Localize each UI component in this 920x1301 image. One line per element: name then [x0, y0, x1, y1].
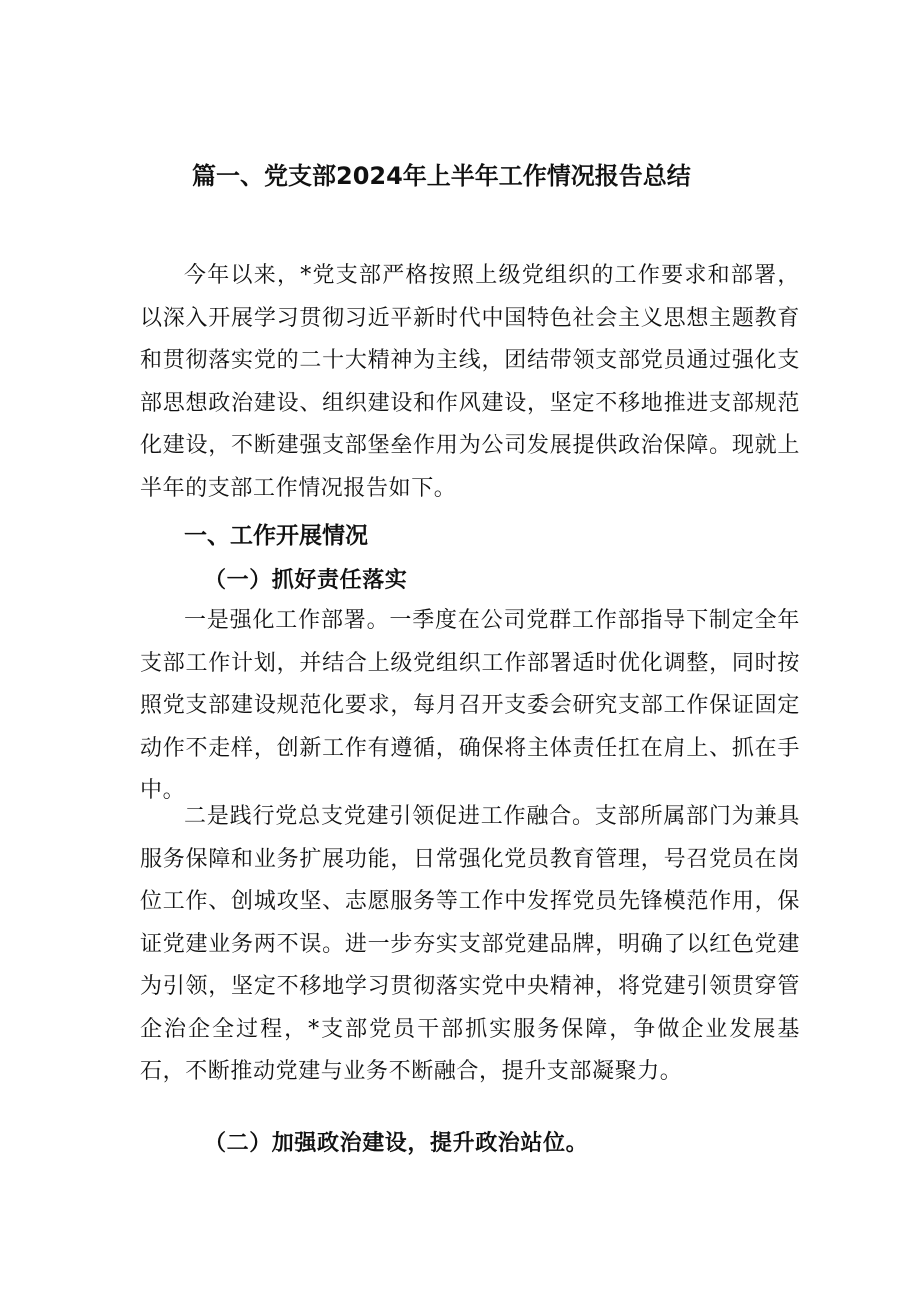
subsection-heading-responsibility: （一）抓好责任落实	[204, 567, 408, 593]
subsection-heading-political-building: （二）加强政治建设，提升政治站位。	[204, 1130, 589, 1156]
section-heading-work-progress: 一、工作开展情况	[184, 523, 368, 549]
paragraph-party-building-integration: 二是践行党总支党建引领促进工作融合。支部所属部门为兼具服务保障和业务扩展功能，日常强化党员教育管理，号召党员在岗位工作、创城攻坚、志愿服务等工作中发挥党员先锋模范作用，保证党建业务两不误。进一步夯实支部党建品牌，明确了以红色党建为引领，坚定不移地学习贯彻落实党中央精神，将党建引领贯穿管企治企全过程，*支部党员干部抓实服务保障，争做企业发展基石，不断推动党建与业务不断融合，提升支部凝聚力。	[140, 804, 800, 1084]
paragraph-strengthen-deployment: 一是强化工作部署。一季度在公司党群工作部指导下制定全年支部工作计划，并结合上级党组织工作部署适时优化调整，同时按照党支部建设规范化要求，每月召开支委会研究支部工作保证固定动作不走样，创新工作有遵循，确保将主体责任扛在肩上、抓在手中。	[140, 608, 800, 803]
intro-paragraph: 今年以来，*党支部严格按照上级党组织的工作要求和部署，以深入开展学习贯彻习近平新时代中国特色社会主义思想主题教育和贯彻落实党的二十大精神为主线，团结带领支部党员通过强化支部思想政治建设、组织建设和作风建设，坚定不移地推进支部规范化建设，不断建强支部堡垒作用为公司发展提供政治保障。现就上半年的支部工作情况报告如下。	[140, 263, 800, 501]
document-title: 篇一、党支部2024年上半年工作情况报告总结	[192, 162, 691, 190]
